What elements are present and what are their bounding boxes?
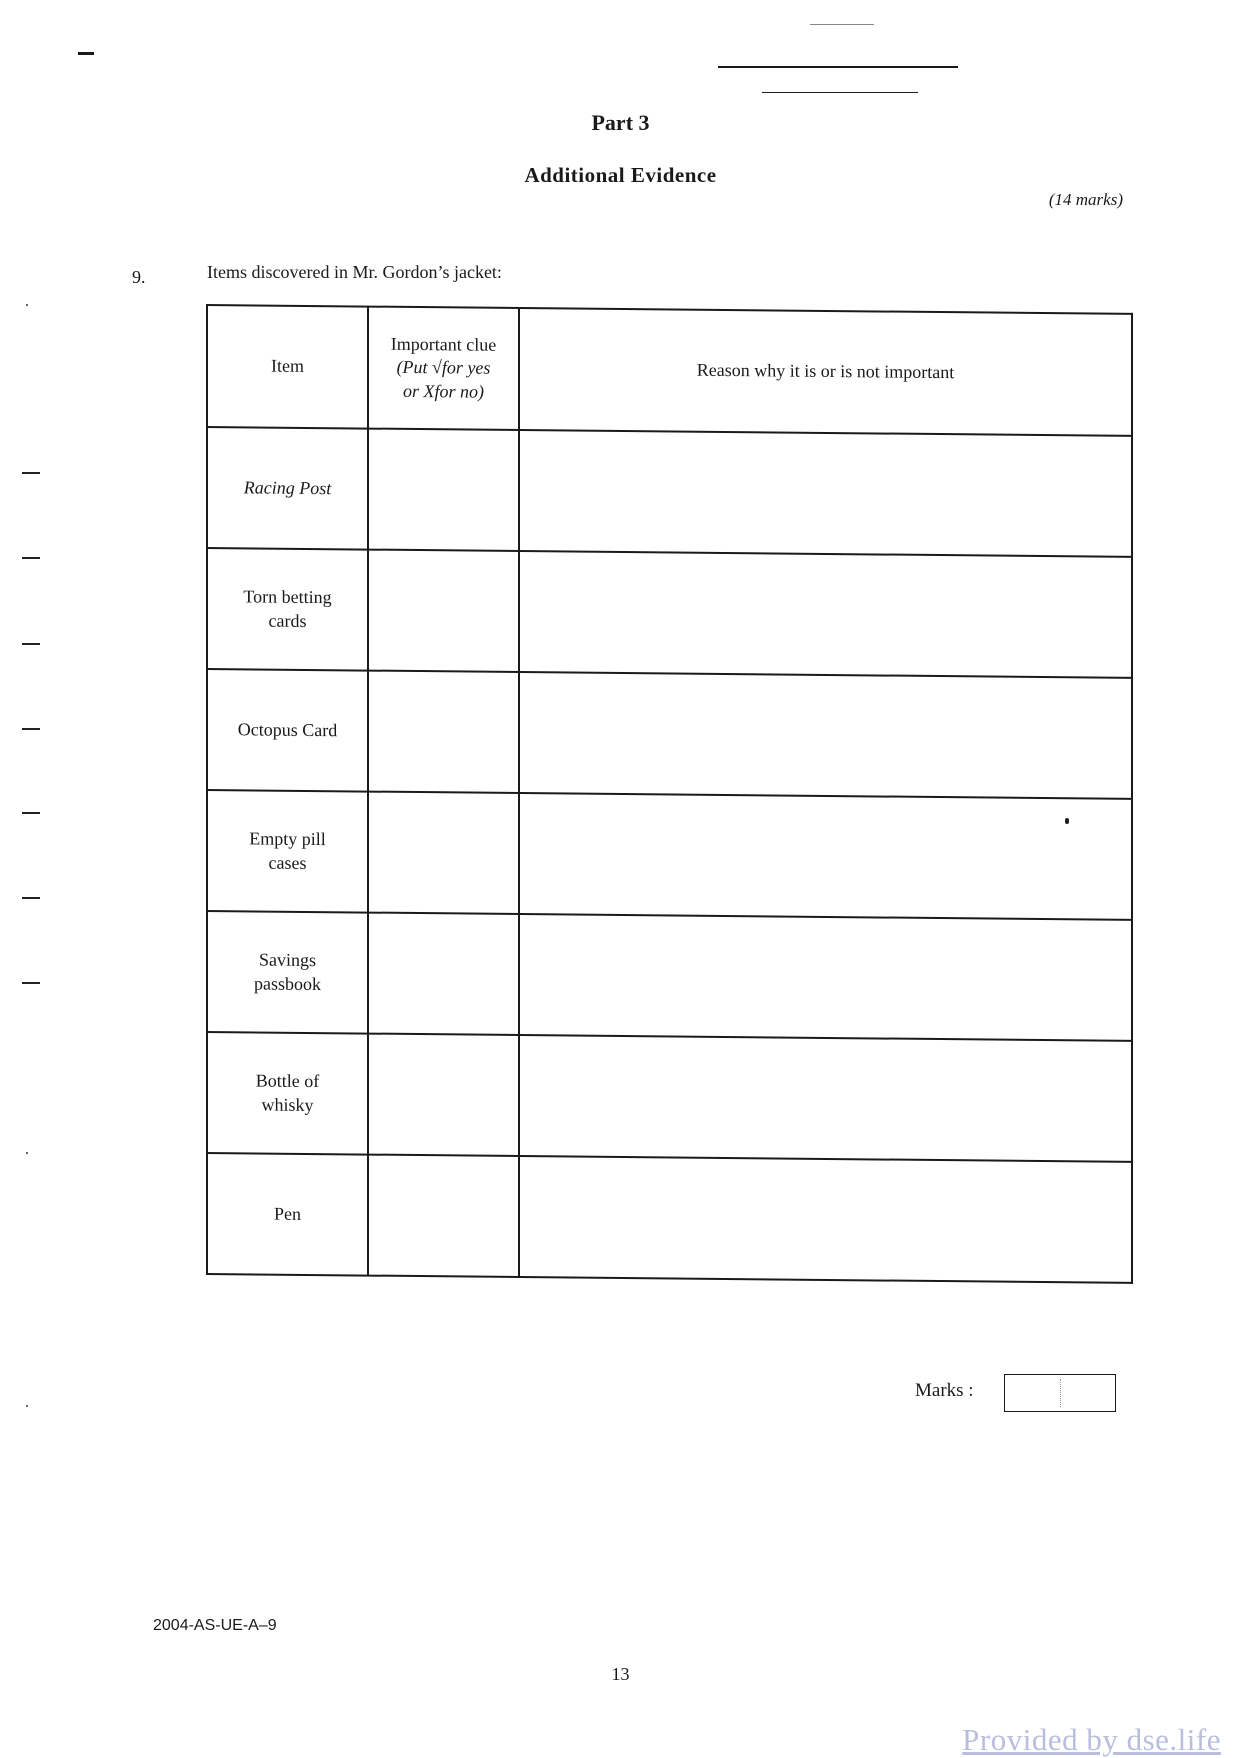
evidence-table [206, 304, 1133, 1284]
reason-answer-cell[interactable] [519, 1156, 1132, 1283]
reason-answer-cell[interactable] [519, 551, 1132, 678]
table-row [207, 1153, 1132, 1283]
page-number: 13 [611, 1664, 630, 1684]
header-rule-short [762, 92, 918, 93]
margin-tick [22, 557, 40, 559]
margin-tick [22, 812, 40, 814]
question-number: 9. [132, 267, 146, 287]
margin-tick [22, 728, 40, 730]
exam-code: 2004-AS-UE-A–9 [153, 1617, 277, 1634]
clue-answer-cell[interactable] [368, 792, 519, 914]
clue-answer-cell[interactable] [368, 913, 519, 1035]
section-title: Additional Evidence [524, 163, 717, 187]
reason-answer-cell[interactable] [519, 672, 1132, 799]
table-row [207, 548, 1132, 678]
item-cell: Racing Post [207, 427, 368, 550]
margin-dot [26, 1405, 28, 1407]
item-cell: Octopus Card [207, 669, 368, 792]
header-rule-tiny [810, 24, 874, 25]
table-row [207, 1032, 1132, 1162]
header-reason: Reason why it is or is not important [519, 308, 1132, 436]
header-clue-hint: (Put √for yes [396, 357, 491, 379]
header-important-clue [368, 307, 519, 430]
total-marks-note: (14 marks) [1048, 190, 1123, 209]
margin-tick [22, 897, 40, 899]
table-row [207, 427, 1132, 557]
clue-answer-cell[interactable] [368, 1155, 519, 1277]
item-cell: Pen [207, 1153, 368, 1276]
item-cell: Empty pill cases [207, 790, 368, 913]
reason-answer-cell[interactable] [519, 793, 1132, 920]
margin-tick [22, 982, 40, 984]
margin-tick [22, 643, 40, 645]
table-row [207, 790, 1132, 920]
scan-speck [1065, 818, 1069, 824]
reason-answer-cell[interactable] [519, 430, 1132, 557]
header-clue-hint: or Xfor no) [403, 380, 484, 402]
item-cell: Bottle of whisky [207, 1032, 368, 1155]
margin-tick [22, 472, 40, 474]
part-title: Part 3 [591, 110, 650, 135]
margin-dot [26, 304, 28, 306]
watermark-link[interactable]: Provided by dse.life [962, 1722, 1221, 1757]
corner-mark [78, 52, 94, 55]
clue-answer-cell[interactable] [368, 550, 519, 672]
table-row [207, 911, 1132, 1041]
header-rule-long [718, 66, 958, 68]
item-cell: Savings passbook [207, 911, 368, 1034]
header-clue-line: Important clue [390, 333, 497, 355]
question-text: Items discovered in Mr. Gordon’s jacket: [207, 262, 502, 282]
clue-answer-cell[interactable] [368, 1034, 519, 1156]
reason-answer-cell[interactable] [519, 1035, 1132, 1162]
item-cell: Torn betting cards [207, 548, 368, 671]
table-header-row [207, 305, 1132, 436]
clue-answer-cell[interactable] [368, 429, 519, 551]
header-item: Item [207, 305, 368, 429]
clue-answer-cell[interactable] [368, 671, 519, 793]
margin-dot [26, 1152, 28, 1154]
table-row [207, 669, 1132, 799]
marks-box[interactable] [1004, 1374, 1116, 1412]
reason-answer-cell[interactable] [519, 914, 1132, 1041]
marks-box-divider [1060, 1379, 1062, 1407]
marks-label: Marks : [915, 1380, 974, 1401]
